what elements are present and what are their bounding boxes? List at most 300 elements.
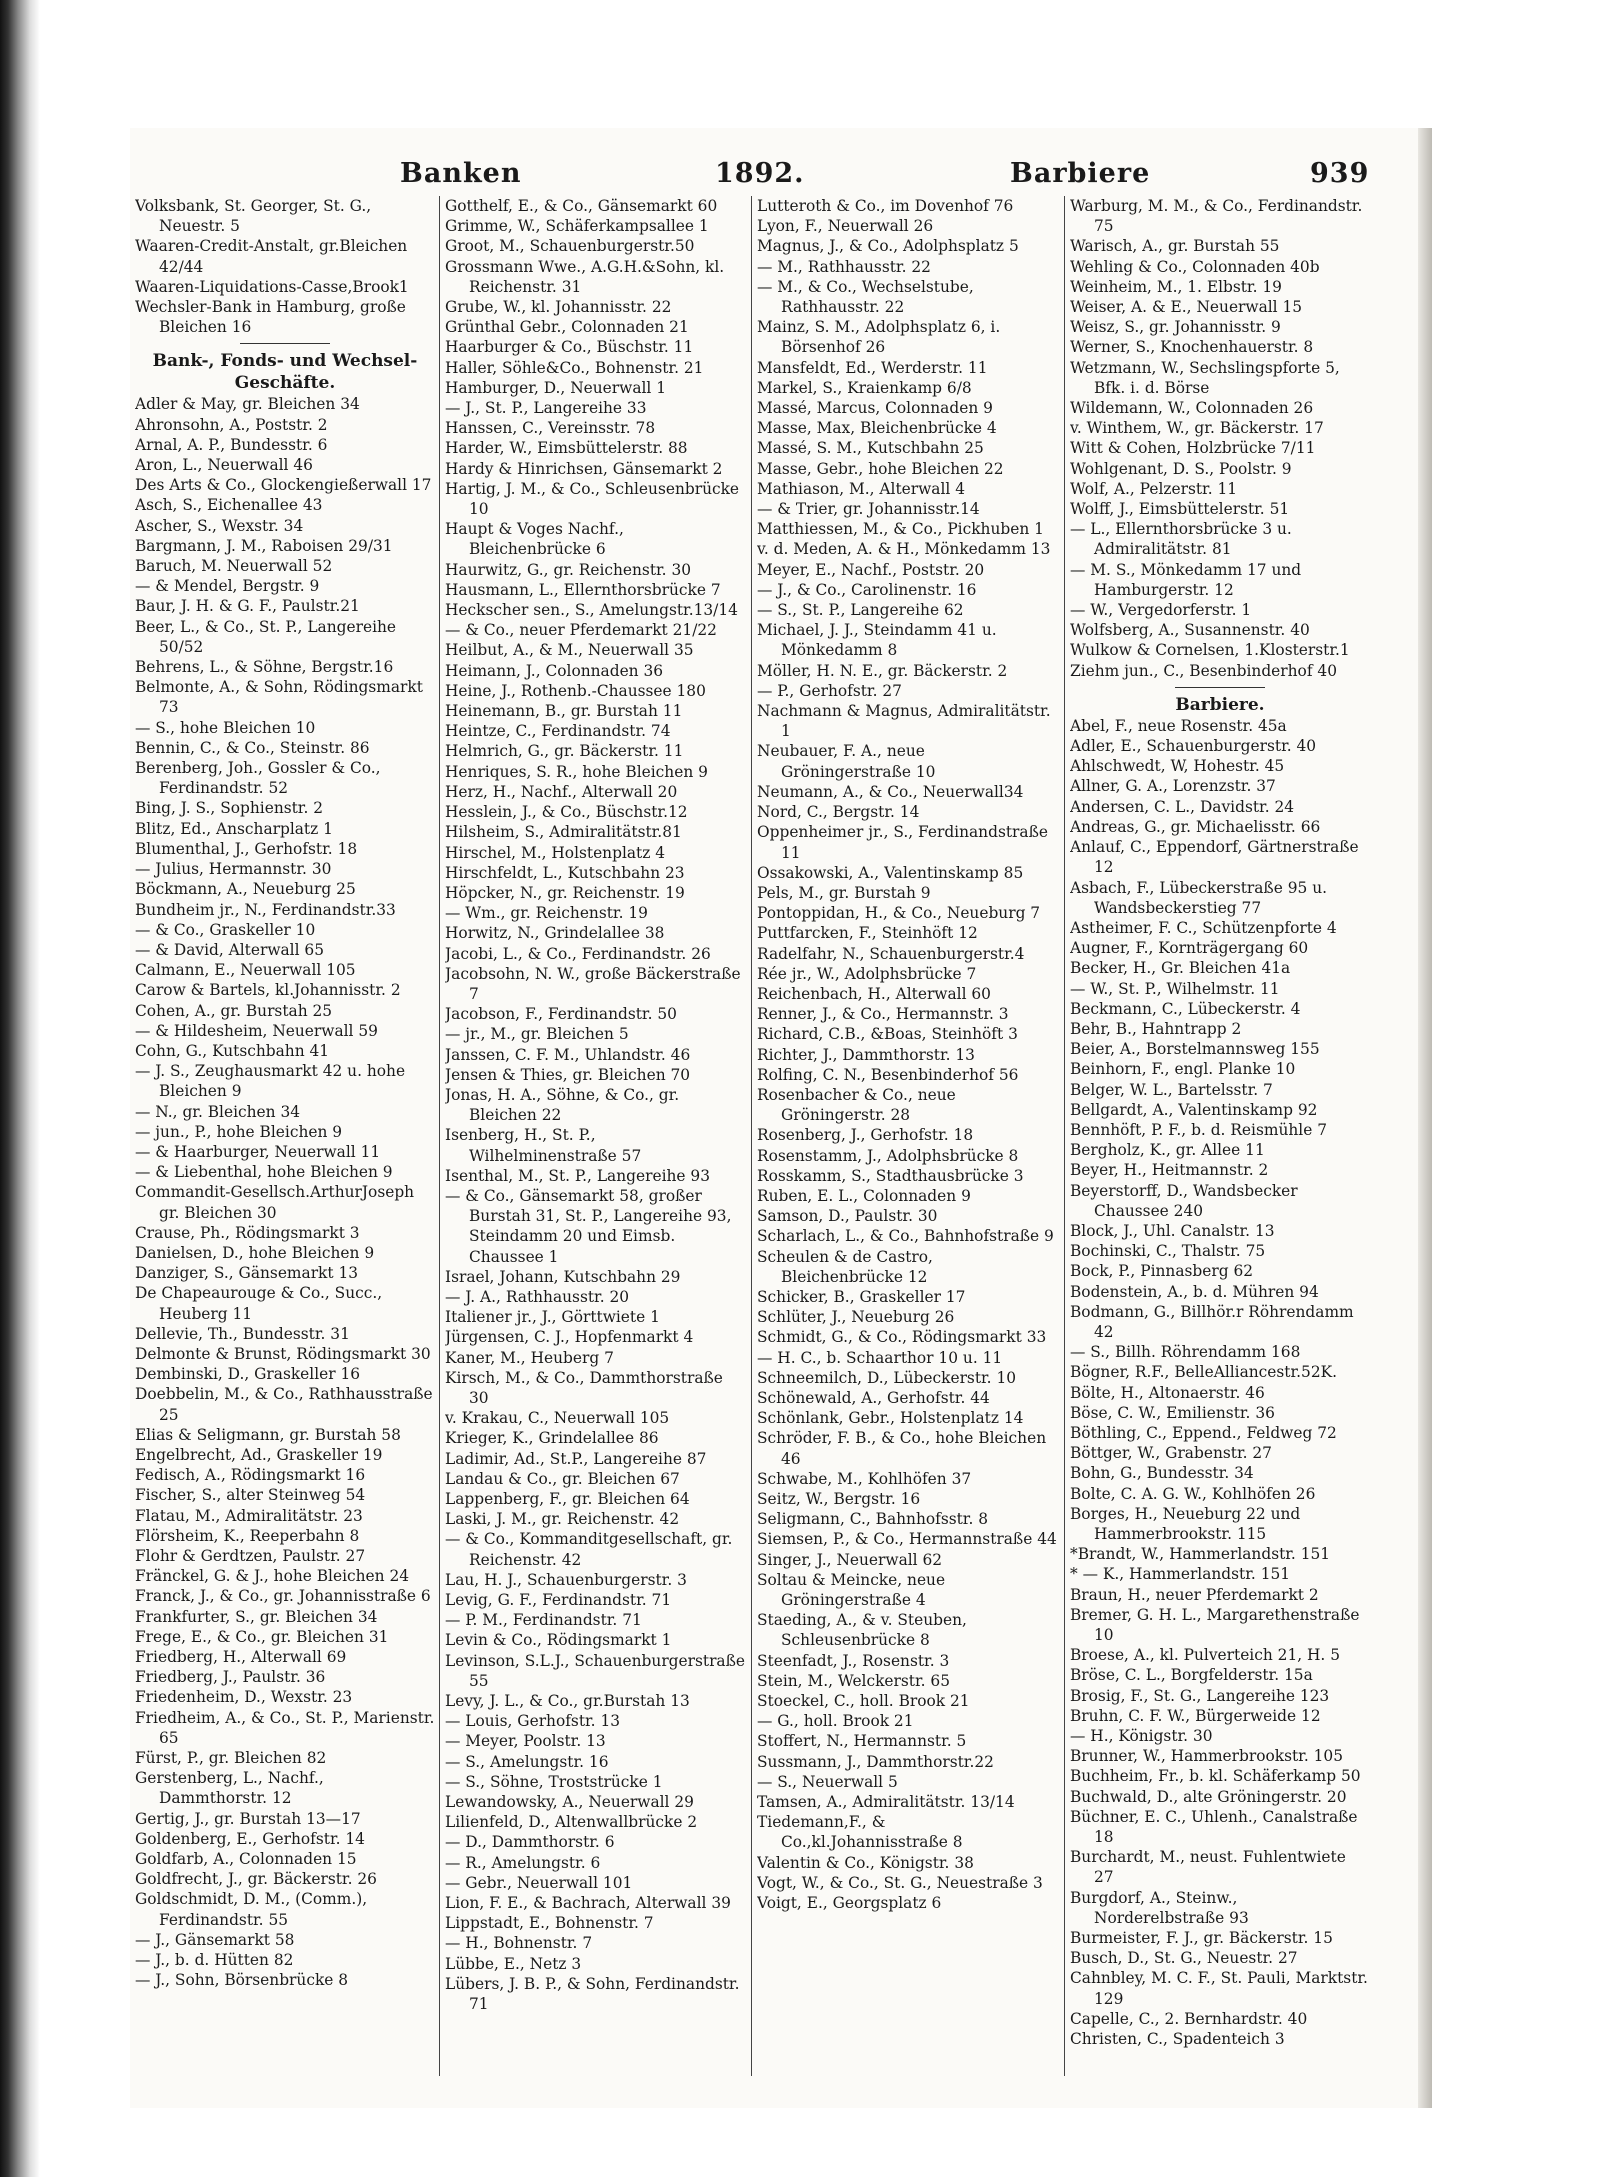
directory-entry: Bodenstein, A., b. d. Mühren 94 [1070, 1282, 1319, 1301]
directory-entry: Franck, J., & Co., gr. Johannisstraße 6 [135, 1587, 431, 1606]
directory-entry: Waaren-Liquidations-Casse,Brook1 [135, 277, 409, 296]
directory-entry: Beyerstorff, D., Wandsbecker Chaussee 240 [1070, 1181, 1298, 1220]
directory-entry: — W., St. P., Wilhelmstr. 11 [1070, 979, 1280, 998]
directory-entry: — J., b. d. Hütten 82 [135, 1951, 294, 1970]
directory-entry: Commandit-Gesellsch.ArthurJoseph gr. Bleichen 30 [135, 1183, 415, 1222]
directory-entry: Astheimer, F. C., Schützenpforte 4 [1070, 918, 1337, 937]
directory-entry: — M., & Co., Wechselstube, Rathhausstr. 22 [757, 277, 974, 317]
directory-entry: Buchwald, D., alte Gröningerstr. 20 [1070, 1787, 1347, 1806]
directory-entry: Janssen, C. F. M., Uhlandstr. 46 [445, 1045, 691, 1064]
directory-entry: v. d. Meden, A. & H., Mönkedamm 13 [757, 540, 1051, 559]
directory-entry: Siemsen, P., & Co., Hermannstraße 44 [757, 1530, 1057, 1549]
directory-entry: Laski, J. M., gr. Reichenstr. 42 [445, 1510, 680, 1529]
directory-entry: Blitz, Ed., Anscharplatz 1 [135, 819, 333, 838]
directory-entry: Goldfrecht, J., gr. Bäckerstr. 26 [135, 1870, 377, 1889]
directory-entry: Ascher, S., Wexstr. 34 [135, 516, 304, 535]
directory-entry: Burmeister, F. J., gr. Bäckerstr. 15 [1070, 1929, 1333, 1948]
directory-entry: Rosenbacher & Co., neue Gröningerstr. 28 [757, 1085, 956, 1125]
section-divider-rule [240, 343, 330, 344]
header-left-section-title: Banken [400, 158, 522, 189]
directory-entry: Belger, W. L., Bartelsstr. 7 [1070, 1080, 1273, 1099]
directory-entry: Heimann, J., Colonnaden 36 [445, 661, 664, 680]
column-4 [1070, 196, 1370, 2076]
directory-entry: Landau & Co., gr. Bleichen 67 [445, 1469, 680, 1488]
directory-columns [135, 196, 1415, 2076]
directory-entry: Jonas, H. A., Söhne, & Co., gr. Bleichen 22 [445, 1085, 680, 1125]
directory-entry: Capelle, C., 2. Bernhardstr. 40 [1070, 2009, 1308, 2028]
page-number: 939 [1310, 158, 1370, 189]
directory-entry: — P., Gerhofstr. 27 [757, 681, 902, 700]
directory-entry: Harder, W., Eimsbüttelerstr. 88 [445, 439, 688, 458]
directory-entry: — J. S., Zeughausmarkt 42 u. hohe Bleichen 9 [135, 1062, 406, 1101]
directory-entry: — & Co., Kommanditgesellschaft, gr. Reichenstr. 42 [445, 1530, 733, 1569]
directory-entry: — N., gr. Bleichen 34 [135, 1102, 301, 1121]
directory-entry: Goldenberg, E., Gerhofstr. 14 [135, 1829, 365, 1848]
directory-entry: — P. M., Ferdinandstr. 71 [445, 1611, 642, 1630]
directory-entry: Meyer, E., Nachf., Poststr. 20 [757, 560, 985, 579]
directory-entry: Wolff, J., Eimsbüttelerstr. 51 [1070, 500, 1290, 519]
directory-entry: Lewandowsky, A., Neuerwall 29 [445, 1793, 694, 1812]
directory-entry: — & Co., neuer Pferdemarkt 21/22 [445, 621, 717, 640]
directory-entry: Steenfadt, J., Rosenstr. 3 [757, 1651, 950, 1670]
directory-entry: Samson, D., Paulstr. 30 [757, 1207, 938, 1226]
directory-entry: Israel, Johann, Kutschbahn 29 [445, 1267, 681, 1286]
directory-entry: Beer, L., & Co., St. P., Langereihe 50/52 [135, 617, 397, 656]
directory-entry: Böse, C. W., Emilienstr. 36 [1070, 1403, 1275, 1422]
directory-entry: Weinheim, M., 1. Elbstr. 19 [1070, 277, 1282, 296]
header-right-section-title: Barbiere [1010, 158, 1151, 189]
directory-entry: Levinson, S.L.J., Schauenburgerstraße 55 [445, 1651, 745, 1690]
directory-entry: Soltau & Meincke, neue Gröningerstraße 4 [757, 1570, 946, 1610]
directory-entry: Beyer, H., Heitmannstr. 2 [1070, 1161, 1269, 1180]
directory-entry: Jürgensen, C. J., Hopfenmarkt 4 [445, 1328, 694, 1347]
directory-entry: Massé, S. M., Kutschbahn 25 [757, 439, 984, 458]
directory-entry: Schönlank, Gebr., Holstenplatz 14 [757, 1409, 1024, 1428]
directory-entry: Bargmann, J. M., Raboisen 29/31 [135, 536, 393, 555]
directory-entry: — & Hildesheim, Neuerwall 59 [135, 1021, 378, 1040]
directory-entry: — R., Amelungstr. 6 [445, 1853, 601, 1872]
directory-entry: Cohen, A., gr. Burstah 25 [135, 1001, 333, 1020]
directory-entry: Richard, C.B., &Boas, Steinhöft 3 [757, 1025, 1018, 1044]
directory-entry: — & Mendel, Bergstr. 9 [135, 577, 320, 596]
directory-entry: Beckmann, C., Lübeckerstr. 4 [1070, 999, 1301, 1018]
directory-entry: Baur, J. H. & G. F., Paulstr.21 [135, 597, 360, 616]
directory-entry: Arnal, A. P., Bundesstr. 6 [135, 435, 328, 454]
directory-entry: Friedenheim, D., Wexstr. 23 [135, 1688, 353, 1707]
directory-entry: Gertig, J., gr. Burstah 13—17 [135, 1809, 361, 1828]
section-heading: Barbiere. [1175, 694, 1265, 715]
directory-entry: Flörsheim, K., Reeperbahn 8 [135, 1526, 360, 1545]
directory-entry: — J., Gänsemarkt 58 [135, 1930, 295, 1949]
directory-entry: Andreas, G., gr. Michaelisstr. 66 [1070, 817, 1321, 836]
directory-entry: — J., & Co., Carolinenstr. 16 [757, 580, 977, 599]
directory-entry: Behrens, L., & Söhne, Bergstr.16 [135, 658, 394, 677]
directory-entry: Schicker, B., Graskeller 17 [757, 1287, 966, 1306]
directory-entry: Werner, S., Knochenhauerstr. 8 [1070, 338, 1314, 357]
directory-entry: — Louis, Gerhofstr. 13 [445, 1712, 621, 1731]
directory-entry: — Wm., gr. Reichenstr. 19 [445, 904, 648, 923]
directory-entry: — & David, Alterwall 65 [135, 940, 325, 959]
directory-entry: — S., Söhne, Troststrücke 1 [445, 1772, 663, 1791]
directory-entry: Rosenberg, J., Gerhofstr. 18 [757, 1126, 974, 1145]
column-1 [135, 196, 435, 2076]
directory-entry: Hilsheim, S., Admiralitätstr.81 [445, 823, 682, 842]
directory-entry: Schröder, F. B., & Co., hohe Bleichen 46 [757, 1429, 1047, 1468]
directory-entry: Möller, H. N. E., gr. Bäckerstr. 2 [757, 661, 1008, 680]
directory-entry: — W., Vergedorferstr. 1 [1070, 601, 1252, 620]
directory-entry: Friedheim, A., & Co., St. P., Marienstr. 65 [135, 1708, 435, 1747]
directory-entry: Grünthal Gebr., Colonnaden 21 [445, 318, 689, 337]
directory-entry: — & Co., Gänsemarkt 58, großer Burstah 31, St. P., Langereihe 93, Steindamm 20 und Eimsb. Chaussee 1 [445, 1186, 732, 1266]
directory-entry: Busch, D., St. G., Neuestr. 27 [1070, 1949, 1298, 1968]
directory-entry: Kaner, M., Heuberg 7 [445, 1348, 614, 1367]
directory-entry: Augner, F., Kornträgergang 60 [1070, 939, 1309, 958]
directory-entry: Andersen, C. L., Davidstr. 24 [1070, 797, 1295, 816]
directory-entry: — Julius, Hermannstr. 30 [135, 860, 332, 879]
directory-entry: Crause, Ph., Rödingsmarkt 3 [135, 1223, 360, 1242]
directory-entry: Mansfeldt, Ed., Werderstr. 11 [757, 358, 988, 377]
directory-entry: Büchner, E. C., Uhlenh., Canalstraße 18 [1070, 1807, 1358, 1847]
directory-entry: Brunner, W., Hammerbrookstr. 105 [1070, 1747, 1343, 1766]
directory-entry: Bergholz, K., gr. Allee 11 [1070, 1141, 1265, 1160]
directory-entry: Hanssen, C., Vereinsstr. 78 [445, 419, 656, 438]
directory-entry: Jacobson, F., Ferdinandstr. 50 [445, 1005, 677, 1024]
directory-entry: Asbach, F., Lübeckerstraße 95 u. Wandsbeckerstieg 77 [1070, 878, 1327, 917]
directory-entry: Carow & Bartels, kl.Johannisstr. 2 [135, 981, 401, 1000]
directory-entry: Grube, W., kl. Johannisstr. 22 [445, 298, 672, 317]
directory-entry: Böthling, C., Eppend., Feldweg 72 [1070, 1423, 1337, 1442]
directory-entry: Bohn, G., Bundesstr. 34 [1070, 1464, 1254, 1483]
directory-entry: Neubauer, F. A., neue Gröningerstraße 10 [757, 742, 936, 781]
directory-entry: Brosig, F., St. G., Langereihe 123 [1070, 1686, 1330, 1705]
column-divider [439, 196, 440, 2076]
directory-entry: Stoeckel, C., holl. Brook 21 [757, 1692, 970, 1711]
directory-entry: Seitz, W., Bergstr. 16 [757, 1490, 921, 1508]
directory-entry: Elias & Seligmann, gr. Burstah 58 [135, 1425, 401, 1444]
directory-entry: Neumann, A., & Co., Neuerwall34 [757, 782, 1024, 801]
directory-entry: — J. A., Rathhausstr. 20 [445, 1287, 630, 1306]
directory-entry: Stein, M., Welckerstr. 65 [757, 1671, 951, 1690]
directory-entry: — S., St. P., Langereihe 62 [757, 601, 964, 620]
directory-entry: Reichenbach, H., Alterwall 60 [757, 984, 991, 1003]
directory-entry: Haller, Söhle&Co., Bohnenstr. 21 [445, 358, 704, 377]
directory-entry: Wildemann, W., Colonnaden 26 [1070, 399, 1314, 418]
directory-entry: Schwabe, M., Kohlhöfen 37 [757, 1469, 972, 1488]
directory-entry: — S., Amelungstr. 16 [445, 1752, 609, 1771]
directory-entry: Rosskamm, S., Stadthausbrücke 3 [757, 1166, 1024, 1185]
directory-entry: Lion, F. E., & Bachrach, Alterwall 39 [445, 1894, 731, 1913]
page-edge [1418, 128, 1432, 2108]
directory-entry: v. Winthem, W., gr. Bäckerstr. 17 [1070, 419, 1324, 438]
column-divider [1064, 196, 1065, 2076]
directory-entry: Hardy & Hinrichsen, Gänsemarkt 2 [445, 459, 723, 478]
directory-entry: Schönewald, A., Gerhofstr. 44 [757, 1388, 990, 1407]
directory-entry: Haarburger & Co., Büschstr. 11 [445, 338, 694, 357]
directory-entry: — J., Sohn, Börsenbrücke 8 [135, 1971, 349, 1990]
directory-entry: Delmonte & Brunst, Rödingsmarkt 30 [135, 1344, 431, 1363]
directory-entry: Markel, S., Kraienkamp 6/8 [757, 378, 972, 397]
directory-entry: Rolfing, C. N., Besenbinderhof 56 [757, 1065, 1019, 1084]
directory-entry: Rée jr., W., Adolphsbrücke 7 [757, 964, 977, 983]
directory-entry: Burgdorf, A., Steinw., Norderelbstraße 93 [1070, 1888, 1249, 1927]
directory-entry: Lappenberg, F., gr. Bleichen 64 [445, 1490, 690, 1508]
directory-entry: Aron, L., Neuerwall 46 [135, 456, 313, 475]
directory-entry: Engelbrecht, Ad., Graskeller 19 [135, 1445, 383, 1464]
directory-entry: Böttger, W., Grabenstr. 27 [1070, 1444, 1272, 1463]
directory-entry: Gerstenberg, L., Nachf., Dammthorstr. 12 [135, 1769, 324, 1808]
directory-entry: Lübbe, E., Netz 3 [445, 1954, 582, 1973]
directory-entry: Ziehm jun., C., Besenbinderhof 40 [1070, 661, 1337, 680]
header-year: 1892. [715, 158, 805, 189]
directory-entry: Heintze, C., Ferdinandstr. 74 [445, 722, 671, 741]
directory-entry: Henriques, S. R., hohe Bleichen 9 [445, 762, 708, 781]
directory-entry: Danziger, S., Gänsemarkt 13 [135, 1264, 359, 1283]
directory-entry: — Gebr., Neuerwall 101 [445, 1873, 633, 1892]
directory-entry: — J., St. P., Langereihe 33 [445, 399, 647, 418]
directory-entry: Lutteroth & Co., im Dovenhof 76 [757, 197, 1014, 215]
directory-entry: Flohr & Gerdtzen, Paulstr. 27 [135, 1547, 366, 1565]
directory-entry: — G., holl. Brook 21 [757, 1712, 914, 1731]
directory-entry: Ahlschwedt, W, Hohestr. 45 [1070, 757, 1285, 776]
directory-entry: Levy, J. L., & Co., gr.Burstah 13 [445, 1692, 690, 1711]
column-2 [445, 196, 745, 2076]
column-divider [751, 196, 752, 2076]
directory-entry: Hartig, J. M., & Co., Schleusenbrücke 10 [445, 479, 740, 519]
directory-entry: Masse, Max, Bleichenbrücke 4 [757, 419, 997, 438]
directory-entry: Fränckel, G. & J., hohe Bleichen 24 [135, 1567, 410, 1586]
directory-entry: Herz, H., Nachf., Alterwall 20 [445, 782, 678, 801]
directory-entry: — L., Ellernthorsbrücke 3 u. Admiralitätstr. 81 [1070, 520, 1292, 559]
directory-entry: — S., Neuerwall 5 [757, 1772, 898, 1791]
directory-entry: Radelfahr, N., Schauenburgerstr.4 [757, 944, 1025, 963]
directory-entry: Tiedemann,F., & Co.,kl.Johannisstraße 8 [757, 1813, 963, 1852]
directory-entry: — Meyer, Poolstr. 13 [445, 1732, 606, 1751]
directory-entry: Buchheim, Fr., b. kl. Schäferkamp 50 [1070, 1767, 1361, 1786]
directory-entry: Puttfarcken, F., Steinhöft 12 [757, 924, 978, 943]
directory-entry: — M., Rathhausstr. 22 [757, 257, 931, 276]
directory-entry: Bremer, G. H. L., Margarethenstraße 10 [1070, 1605, 1360, 1645]
directory-entry: Lyon, F., Neuerwall 26 [757, 217, 934, 236]
directory-entry: Haupt & Voges Nachf., Bleichenbrücke 6 [445, 520, 624, 559]
directory-entry: Stoffert, N., Hermannstr. 5 [757, 1732, 967, 1751]
directory-entry: Bröse, C. L., Borgfelderstr. 15a [1070, 1666, 1313, 1685]
directory-entry: Heinemann, B., gr. Burstah 11 [445, 702, 683, 721]
directory-entry: Mainz, S. M., Adolphsplatz 6, i. Börsenhof 26 [757, 318, 1001, 357]
directory-entry: Matthiessen, M., & Co., Pickhuben 1 [757, 520, 1044, 539]
directory-entry: Rosenstamm, J., Adolphsbrücke 8 [757, 1146, 1019, 1165]
directory-entry: Allner, G. A., Lorenzstr. 37 [1070, 777, 1276, 796]
directory-entry: — H. C., b. Schaarthor 10 u. 11 [757, 1348, 1003, 1367]
directory-entry: Magnus, J., & Co., Adolphsplatz 5 [757, 237, 1019, 256]
directory-entry: Volksbank, St. Georger, St. G., Neuestr. 5 [135, 197, 372, 236]
directory-entry: Warisch, A., gr. Burstah 55 [1070, 237, 1280, 256]
directory-entry: Jacobsohn, N. W., große Bäckerstraße 7 [445, 964, 741, 1003]
directory-page [130, 128, 1430, 2108]
directory-entry: Scharlach, L., & Co., Bahnhofstraße 9 [757, 1227, 1054, 1246]
directory-entry: Berenberg, Joh., Gossler & Co., Ferdinandstr. 52 [135, 759, 381, 798]
directory-entry: Mathiason, M., Alterwall 4 [757, 479, 965, 498]
directory-entry: Des Arts & Co., Glockengießerwall 17 [135, 476, 432, 495]
directory-entry: Michael, J. J., Steindamm 41 u. Mönkedamm 8 [757, 621, 997, 660]
directory-entry: Bennhöft, P. F., b. d. Reismühle 7 [1070, 1120, 1327, 1139]
directory-entry: Fedisch, A., Rödingsmarkt 16 [135, 1466, 366, 1485]
directory-entry: Heilbut, A., & M., Neuerwall 35 [445, 641, 694, 660]
directory-entry: — jun., P., hohe Bleichen 9 [135, 1122, 343, 1141]
directory-entry: Anlauf, C., Eppendorf, Gärtnerstraße 12 [1070, 838, 1359, 877]
directory-entry: Lau, H. J., Schauenburgerstr. 3 [445, 1570, 687, 1589]
section-heading: Bank-, Fonds- und Wechsel-Geschäfte. [152, 351, 418, 394]
directory-entry: Ladimir, Ad., St.P., Langereihe 87 [445, 1449, 707, 1468]
directory-entry: Jacobi, L., & Co., Ferdinandstr. 26 [445, 944, 711, 963]
directory-entry: Grossmann Wwe., A.G.H.&Sohn, kl. Reichenstr. 31 [445, 257, 725, 296]
directory-entry: v. Krakau, C., Neuerwall 105 [445, 1409, 670, 1428]
directory-entry: Hausmann, L., Ellernthorsbrücke 7 [445, 580, 721, 599]
directory-entry: Voigt, E., Georgsplatz 6 [757, 1894, 942, 1913]
directory-entry: — & Liebenthal, hohe Bleichen 9 [135, 1163, 393, 1182]
directory-entry: Braun, H., neuer Pferdemarkt 2 [1070, 1585, 1319, 1604]
directory-entry: Cohn, G., Kutschbahn 41 [135, 1041, 330, 1060]
directory-entry: Goldschmidt, D. M., (Comm.), Ferdinandstr. 55 [135, 1890, 368, 1929]
directory-entry: Bennin, C., & Co., Steinstr. 86 [135, 738, 370, 757]
directory-entry: Dembinski, D., Graskeller 16 [135, 1365, 361, 1384]
directory-entry: — jr., M., gr. Bleichen 5 [445, 1025, 629, 1044]
directory-entry: Isenberg, H., St. P., Wilhelminenstraße 57 [445, 1126, 642, 1165]
directory-entry: Massé, Marcus, Colonnaden 9 [757, 399, 993, 418]
directory-entry: Adler & May, gr. Bleichen 34 [135, 395, 360, 414]
directory-entry: Lübers, J. B. P., & Sohn, Ferdinandstr. 71 [445, 1974, 740, 2014]
directory-entry: Ossakowski, A., Valentinskamp 85 [757, 863, 1024, 882]
directory-entry: Isenthal, M., St. P., Langereihe 93 [445, 1166, 710, 1185]
directory-entry: Haurwitz, G., gr. Reichenstr. 30 [445, 560, 692, 579]
directory-entry: Borges, H., Neueburg 22 und Hammerbrookstr. 115 [1070, 1504, 1301, 1543]
directory-entry: Weiser, A. & E., Neuerwall 15 [1070, 298, 1303, 317]
directory-entry: Wolf, A., Pelzerstr. 11 [1070, 479, 1238, 498]
directory-entry: Heckscher sen., S., Amelungstr.13/14 [445, 601, 738, 620]
directory-entry: — M. S., Mönkedamm 17 und Hamburgerstr. 12 [1070, 560, 1302, 599]
directory-entry: Hirschfeldt, L., Kutschbahn 23 [445, 863, 685, 882]
directory-entry: Italiener jr., J., Görttwiete 1 [445, 1308, 660, 1327]
directory-entry: Flatau, M., Admiralitätstr. 23 [135, 1506, 363, 1525]
directory-entry: Hamburger, D., Neuerwall 1 [445, 378, 667, 397]
directory-entry: Cahnbley, M. C. F., St. Pauli, Marktstr. 129 [1070, 1969, 1368, 2008]
directory-entry: Bruhn, C. F. W., Bürgerweide 12 [1070, 1706, 1321, 1725]
directory-entry: Levig, G. F., Ferdinandstr. 71 [445, 1591, 672, 1610]
directory-entry: Hirschel, M., Holstenplatz 4 [445, 843, 666, 862]
directory-entry: Levin & Co., Rödingsmarkt 1 [445, 1631, 672, 1650]
directory-entry: *Brandt, W., Hammerlandstr. 151 [1070, 1545, 1331, 1564]
directory-entry: Pontoppidan, H., & Co., Neueburg 7 [757, 904, 1041, 923]
directory-entry: Friedberg, H., Alterwall 69 [135, 1648, 347, 1667]
section-divider-rule [1175, 687, 1265, 688]
directory-entry: Horwitz, N., Grindelallee 38 [445, 924, 665, 943]
directory-entry: Wulkow & Cornelsen, 1.Klosterstr.1 [1070, 641, 1350, 660]
directory-entry: Valentin & Co., Königstr. 38 [757, 1853, 974, 1872]
directory-entry: Masse, Gebr., hohe Bleichen 22 [757, 459, 1004, 478]
directory-entry: Pels, M., gr. Burstah 9 [757, 883, 931, 902]
directory-entry: Fischer, S., alter Steinweg 54 [135, 1486, 366, 1505]
directory-entry: De Chapeaurouge & Co., Succ., Heuberg 11 [135, 1284, 383, 1323]
directory-entry: Friedberg, J., Paulstr. 36 [135, 1668, 326, 1687]
directory-entry: Bing, J. S., Sophienstr. 2 [135, 799, 324, 818]
directory-entry: Wohlgenant, D. S., Poolstr. 9 [1070, 459, 1292, 478]
directory-entry: Bundheim jr., N., Ferdinandstr.33 [135, 900, 396, 919]
directory-entry: Nord, C., Bergstr. 14 [757, 803, 920, 822]
directory-entry: — & Haarburger, Neuerwall 11 [135, 1142, 381, 1161]
directory-entry: — D., Dammthorstr. 6 [445, 1833, 615, 1852]
directory-entry: Behr, B., Hahntrapp 2 [1070, 1019, 1242, 1038]
directory-entry: Hesslein, J., & Co., Büschstr.12 [445, 803, 688, 822]
directory-entry: * — K., Hammerlandstr. 151 [1070, 1565, 1291, 1584]
directory-entry: Böckmann, A., Neueburg 25 [135, 880, 356, 899]
directory-entry: Sussmann, J., Dammthorstr.22 [757, 1752, 994, 1771]
page-header [130, 158, 1420, 198]
directory-entry: Belmonte, A., & Sohn, Rödingsmarkt 73 [135, 678, 423, 717]
directory-entry: Lilienfeld, D., Altenwallbrücke 2 [445, 1813, 698, 1832]
directory-entry: Warburg, M. M., & Co., Ferdinandstr. 75 [1070, 197, 1363, 236]
directory-entry: Wetzmann, W., Sechslingspforte 5, Bfk. i. d. Börse [1070, 358, 1340, 397]
directory-entry: Krieger, K., Grindelallee 86 [445, 1429, 659, 1448]
directory-entry: Grimme, W., Schäferkampsallee 1 [445, 217, 709, 236]
directory-entry: Danielsen, D., hohe Bleichen 9 [135, 1243, 375, 1262]
directory-entry: Tamsen, A., Admiralitätstr. 13/14 [757, 1793, 1015, 1812]
directory-entry: Bolte, C. A. G. W., Kohlhöfen 26 [1070, 1484, 1316, 1503]
directory-entry: Oppenheimer jr., S., Ferdinandstraße 11 [757, 823, 1048, 862]
directory-entry: Heine, J., Rothenb.-Chaussee 180 [445, 681, 706, 700]
directory-entry: Schmidt, G., & Co., Rödingsmarkt 33 [757, 1328, 1047, 1347]
directory-entry: Richter, J., Dammthorstr. 13 [757, 1045, 975, 1064]
directory-entry: Staeding, A., & v. Steuben, Schleusenbrücke 8 [757, 1611, 967, 1650]
directory-entry: Asch, S., Eichenallee 43 [135, 496, 323, 515]
directory-entry: Blumenthal, J., Gerhofstr. 18 [135, 839, 358, 858]
directory-entry: Broese, A., kl. Pulverteich 21, H. 5 [1070, 1646, 1341, 1665]
directory-entry: — H., Königstr. 30 [1070, 1727, 1213, 1746]
directory-entry: Frege, E., & Co., gr. Bleichen 31 [135, 1627, 389, 1646]
directory-entry: Waaren-Credit-Anstalt, gr.Bleichen 42/44 [135, 237, 408, 276]
directory-entry: Bellgardt, A., Valentinskamp 92 [1070, 1100, 1318, 1119]
directory-entry: Jensen & Thies, gr. Bleichen 70 [445, 1065, 691, 1084]
column-3 [757, 196, 1057, 2076]
directory-entry: Bock, P., Pinnasberg 62 [1070, 1262, 1254, 1281]
directory-entry: Kirsch, M., & Co., Dammthorstraße 30 [445, 1368, 723, 1407]
directory-entry: Doebbelin, M., & Co., Rathhausstraße 25 [135, 1385, 433, 1424]
directory-entry: Adler, E., Schauenburgerstr. 40 [1070, 737, 1317, 756]
directory-entry: Helmrich, G., gr. Bäckerstr. 11 [445, 742, 684, 761]
directory-entry: Nachmann & Magnus, Admiralitätstr. 1 [757, 702, 1051, 741]
directory-entry: Bodmann, G., Billhör.r Röhrendamm 42 [1070, 1302, 1354, 1341]
directory-entry: Abel, F., neue Rosenstr. 45a [1070, 716, 1287, 735]
directory-entry: Beier, A., Borstelmannsweg 155 [1070, 1040, 1320, 1059]
directory-entry: — & Co., Graskeller 10 [135, 920, 316, 939]
directory-entry: Seligmann, C., Bahnhofsstr. 8 [757, 1510, 989, 1529]
directory-entry: Dellevie, Th., Bundesstr. 31 [135, 1324, 350, 1343]
directory-entry: Beinhorn, F., engl. Planke 10 [1070, 1060, 1296, 1079]
directory-entry: — S., hohe Bleichen 10 [135, 718, 316, 737]
directory-entry: Lippstadt, E., Bohnenstr. 7 [445, 1914, 654, 1933]
directory-entry: Bochinski, C., Thalstr. 75 [1070, 1242, 1266, 1261]
directory-entry: Gotthelf, E., & Co., Gänsemarkt 60 [445, 197, 718, 215]
directory-entry: Wehling & Co., Colonnaden 40b [1070, 257, 1320, 276]
directory-entry: Schneemilch, D., Lübeckerstr. 10 [757, 1368, 1017, 1387]
directory-entry: Vogt, W., & Co., St. G., Neuestraße 3 [757, 1873, 1043, 1892]
book-spine-shadow [0, 0, 40, 2177]
directory-entry: Scheulen & de Castro, Bleichenbrücke 12 [757, 1247, 933, 1286]
directory-entry: Witt & Cohen, Holzbrücke 7/11 [1070, 439, 1316, 458]
directory-entry: Goldfarb, A., Colonnaden 15 [135, 1850, 357, 1869]
directory-entry: — S., Billh. Röhrendamm 168 [1070, 1343, 1301, 1362]
directory-entry: Bögner, R.F., BelleAlliancestr.52K. [1070, 1363, 1338, 1382]
directory-entry: Ahronsohn, A., Poststr. 2 [135, 415, 328, 434]
directory-entry: Wechsler-Bank in Hamburg, große Bleichen 16 [135, 298, 406, 337]
